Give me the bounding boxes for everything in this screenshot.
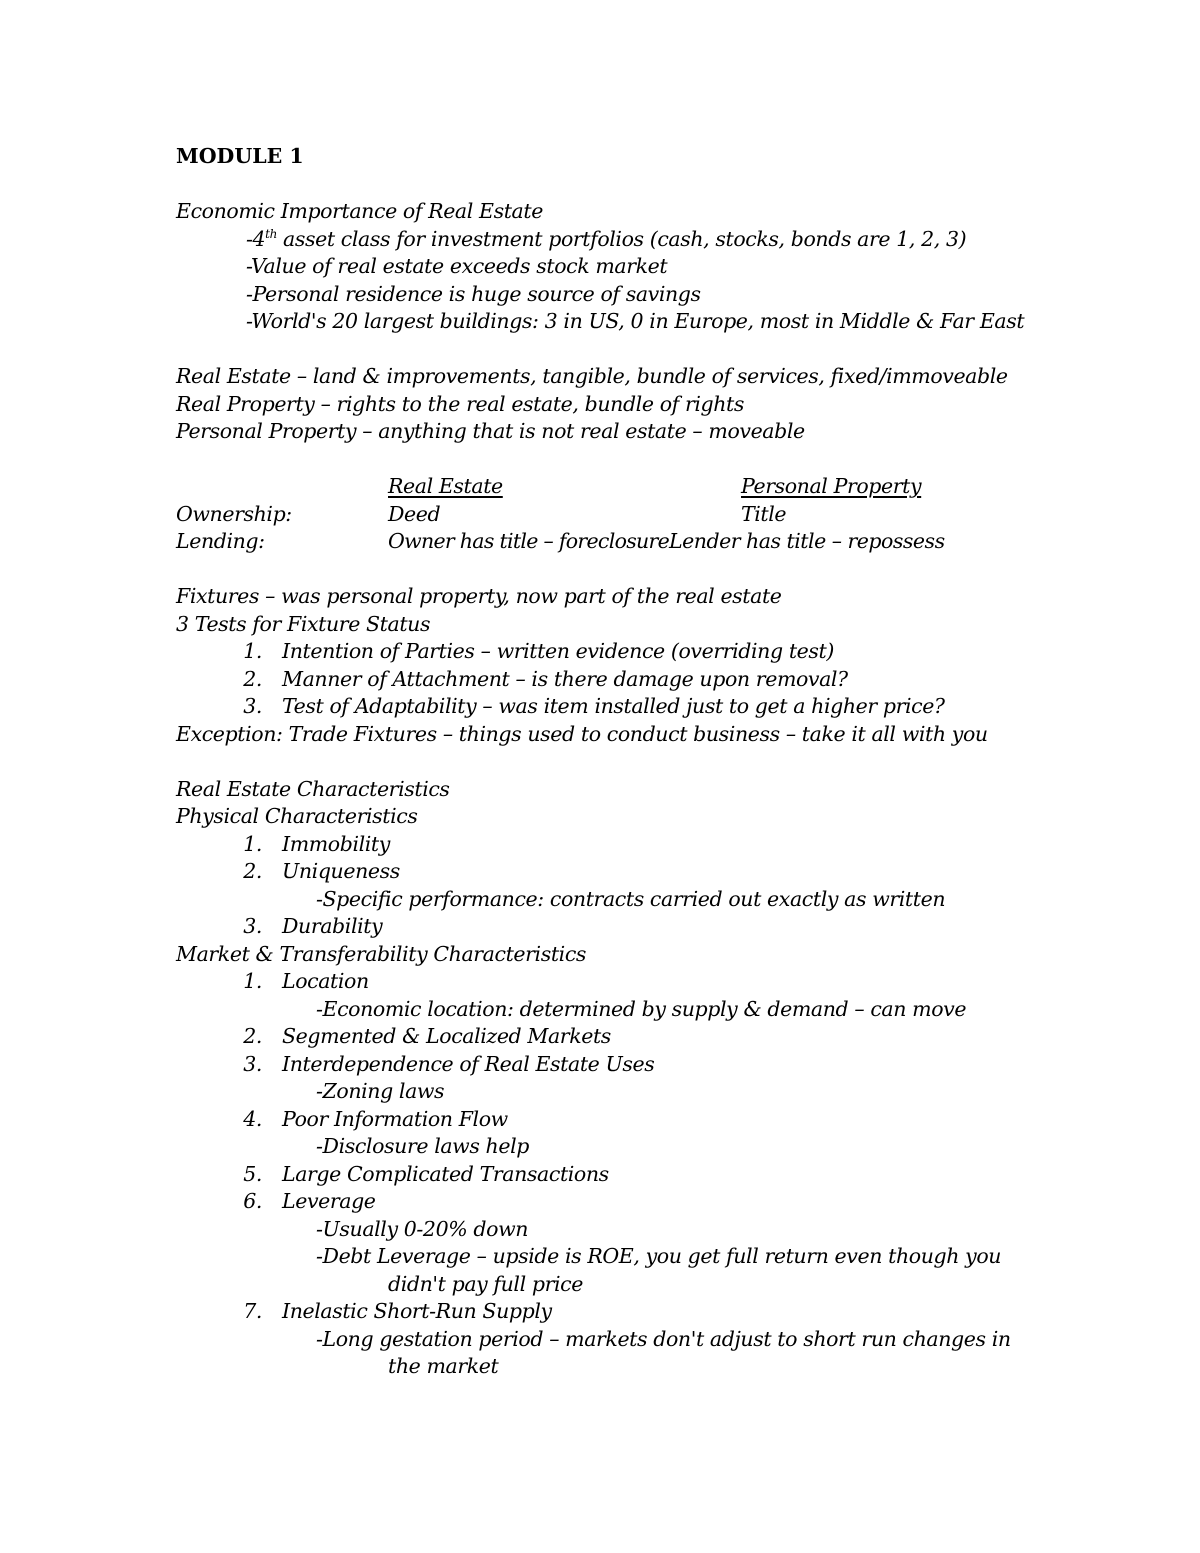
document-page: MODULE 1 Economic Importance of Real Estate -4th asset class for investment portfolios (cash, stocks, bonds are 1, 2, 3) -Value of real estate exceeds stock market -Personal residence is huge source of savings -World's 20 largest buildings: 3 in US, 0 in Europe, most in Middle & Far East Real Estate – land & improvements, tangible, bundle of services, fixed/immoveable Real Property – rights to the real estate, bundle of rights Personal Property – anything that is not real estate – moveable Real Estate Personal Property Ownership: Deed Title Lending: Owner has title – foreclosure Lender has title – repossess Fixtures – was personal property, now part of the real estate 3 Tests for Fixture Status 1. Intention of Parties – written evidence (overriding test) 2. Manner of Attachment – is there damage upon removal? 3. Test of Adaptability – was item installed just to get a higher price? Exception: Trade Fixtures – things used to conduct business – take it all with you Real Estate Characteristics Physical Characteristics 1. Immobility 2. Uniqueness -Specific performance: contracts carried out exactly as written 3. Durability Market & Transferability Characteristics 1. Location -Economic location: determined by supply & demand – can move 2. Segmented & Localized Markets 3. Interdependence of Real Estate Uses -Zoning laws 4. Poor Information Flow -Disclosure laws help 5. Large Complicated Transactions 6. Leverage -Usually 0-20% down -Debt Leverage – upside is ROE, you get full return even though you didn't pay full price 7. Inelastic Short-Run Supply -Long gestation period – markets don't adjust to short run changes in the market (176, 144, 1025, 1378)
fixtures-tests-heading: 3 Tests for Fixture Status (176, 612, 431, 636)
econ-bullet-4: -World's 20 largest buildings: 3 in US, 0 in Europe, most in Middle & Far East (246, 309, 1025, 333)
comparison-lending-real-estate: Owner has title – foreclosure (388, 529, 670, 553)
fixtures-exception: Exception: Trade Fixtures – things used to conduct business – take it all with you (176, 722, 988, 746)
econ-bullet-2: -Value of real estate exceeds stock market (246, 254, 668, 278)
comparison-row-label-lending: Lending: (176, 529, 265, 553)
comparison-ownership-personal: Title (741, 502, 787, 526)
comparison-header-personal-property: Personal Property (741, 474, 922, 498)
comparison-ownership-real-estate: Deed (388, 502, 441, 526)
comparison-header-real-estate: Real Estate (388, 474, 503, 498)
market-item-7-note-cont: the market (388, 1354, 499, 1378)
comparison-row-label-ownership: Ownership: (176, 502, 292, 526)
fixtures-definition: Fixtures – was personal property, now part of the real estate (176, 584, 782, 608)
market-item-3-note: -Zoning laws (316, 1079, 445, 1103)
module-title: MODULE 1 (176, 144, 304, 168)
definition-personal-property: Personal Property – anything that is not real estate – moveable (176, 419, 805, 443)
market-heading: Market & Transferability Characteristics (176, 942, 587, 966)
econ-bullet-1: -4th asset class for investment portfolios (cash, stocks, bonds are 1, 2, 3) (246, 227, 967, 251)
comparison-lending-personal: Lender has title – repossess (669, 529, 945, 553)
physical-item-2-note: -Specific performance: contracts carried out exactly as written (316, 887, 946, 911)
market-item-6-note-2-cont: didn't pay full price (388, 1272, 583, 1296)
market-item-1-note: -Economic location: determined by supply & demand – can move (316, 997, 967, 1021)
market-item-6-note: -Usually 0-20% down (316, 1217, 529, 1241)
characteristics-heading: Real Estate Characteristics (176, 777, 450, 801)
market-item-7-note: -Long gestation period – markets don't adjust to short run changes in (316, 1327, 1011, 1351)
econ-heading: Economic Importance of Real Estate (176, 199, 543, 223)
market-item-4-note: -Disclosure laws help (316, 1134, 529, 1158)
definition-real-estate: Real Estate – land & improvements, tangible, bundle of services, fixed/immoveable (176, 364, 1008, 388)
market-item-6-note-2: -Debt Leverage – upside is ROE, you get full return even though you (316, 1244, 1002, 1268)
physical-heading: Physical Characteristics (176, 804, 418, 828)
econ-bullet-1-superscript: th (265, 227, 277, 241)
definition-real-property: Real Property – rights to the real estate, bundle of rights (176, 392, 744, 416)
econ-bullet-3: -Personal residence is huge source of savings (246, 282, 701, 306)
